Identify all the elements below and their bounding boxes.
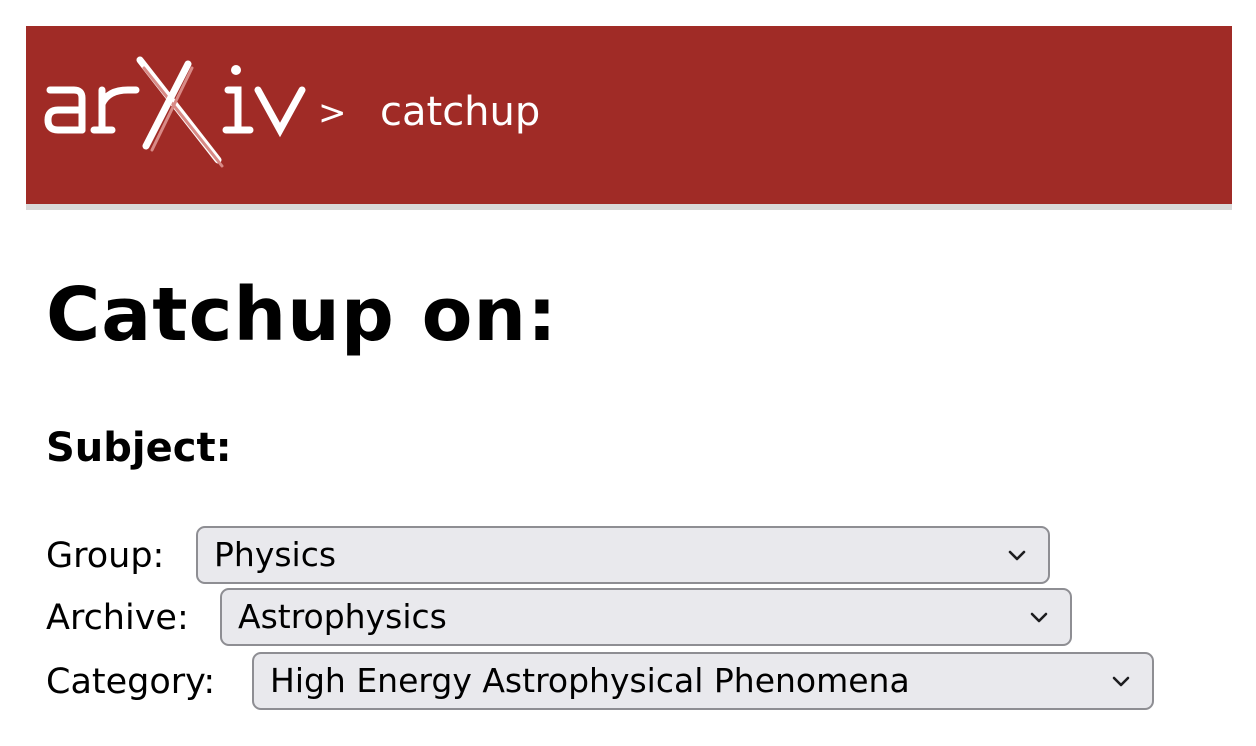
- breadcrumb-separator: >: [318, 93, 347, 133]
- header-divider: [26, 204, 1232, 210]
- archive-select-value: Astrophysics: [238, 597, 447, 636]
- group-label: Group:: [46, 536, 165, 576]
- archive-label: Archive:: [46, 598, 189, 638]
- chevron-down-icon: [1028, 606, 1050, 628]
- category-select[interactable]: [252, 652, 1154, 710]
- archive-select[interactable]: [220, 588, 1072, 646]
- arxiv-logo-icon[interactable]: [40, 50, 308, 168]
- breadcrumb-current-page: catchup: [380, 89, 541, 135]
- group-select[interactable]: [196, 526, 1050, 584]
- subject-heading: Subject:: [46, 425, 232, 471]
- category-select-value: High Energy Astrophysical Phenomena: [270, 661, 910, 700]
- group-select-value: Physics: [214, 535, 337, 574]
- page-title: Catchup on:: [46, 272, 558, 358]
- chevron-down-icon: [1110, 670, 1132, 692]
- chevron-down-icon: [1006, 544, 1028, 566]
- category-label: Category:: [46, 662, 216, 702]
